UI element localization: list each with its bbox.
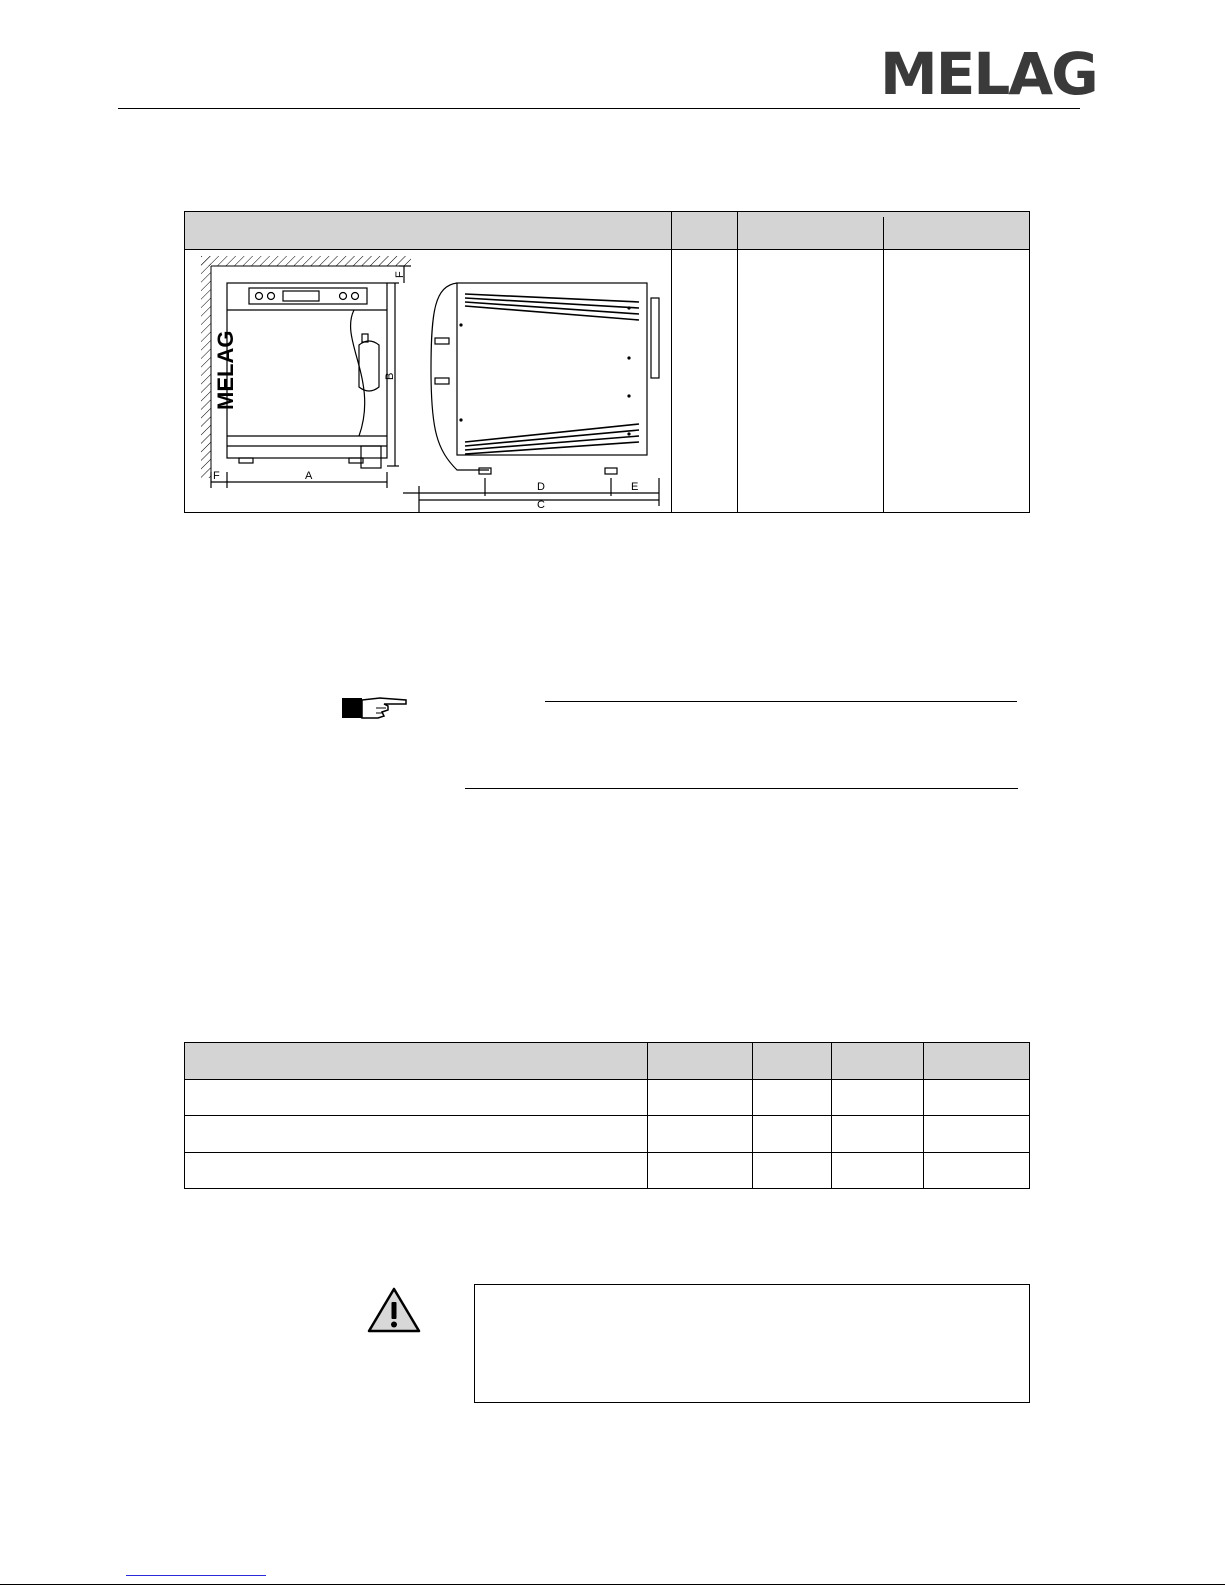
device-dimension-drawing — [199, 250, 671, 512]
dim-label-b: B — [384, 372, 396, 380]
table-divider — [923, 1043, 924, 1188]
pointing-hand-icon — [340, 690, 410, 722]
warning-box — [474, 1284, 1030, 1403]
dim-label-d: D — [537, 481, 545, 493]
footer-link-underline[interactable] — [126, 1575, 266, 1576]
dim-label-e: E — [631, 481, 639, 493]
melag-logo: MELAG — [880, 40, 1097, 108]
table-row-divider — [185, 1115, 1029, 1116]
header-rule — [118, 108, 1080, 109]
table-divider — [737, 212, 738, 512]
front-view-autoclave — [211, 266, 411, 488]
table-divider — [647, 1043, 648, 1188]
table-divider — [831, 1043, 832, 1188]
dim-label-a: A — [305, 470, 313, 482]
side-view-autoclave — [403, 283, 659, 512]
specifications-table-header — [185, 1043, 1029, 1080]
table-divider — [883, 217, 884, 512]
table-row-divider — [185, 1152, 1029, 1153]
notice-rule-top — [545, 701, 1017, 702]
dimensions-table-header — [185, 212, 1029, 250]
table-divider — [752, 1043, 753, 1188]
table-divider — [671, 212, 672, 512]
dimensions-table — [184, 211, 1030, 513]
warning-triangle-icon — [366, 1286, 422, 1334]
dim-label-f-left: F — [213, 470, 220, 482]
specifications-table — [184, 1042, 1030, 1189]
device-logo: MELAG — [213, 330, 238, 410]
notice-rule-bottom — [465, 788, 1018, 789]
dim-label-c: C — [537, 499, 545, 511]
dim-label-f-top: F — [394, 271, 406, 278]
